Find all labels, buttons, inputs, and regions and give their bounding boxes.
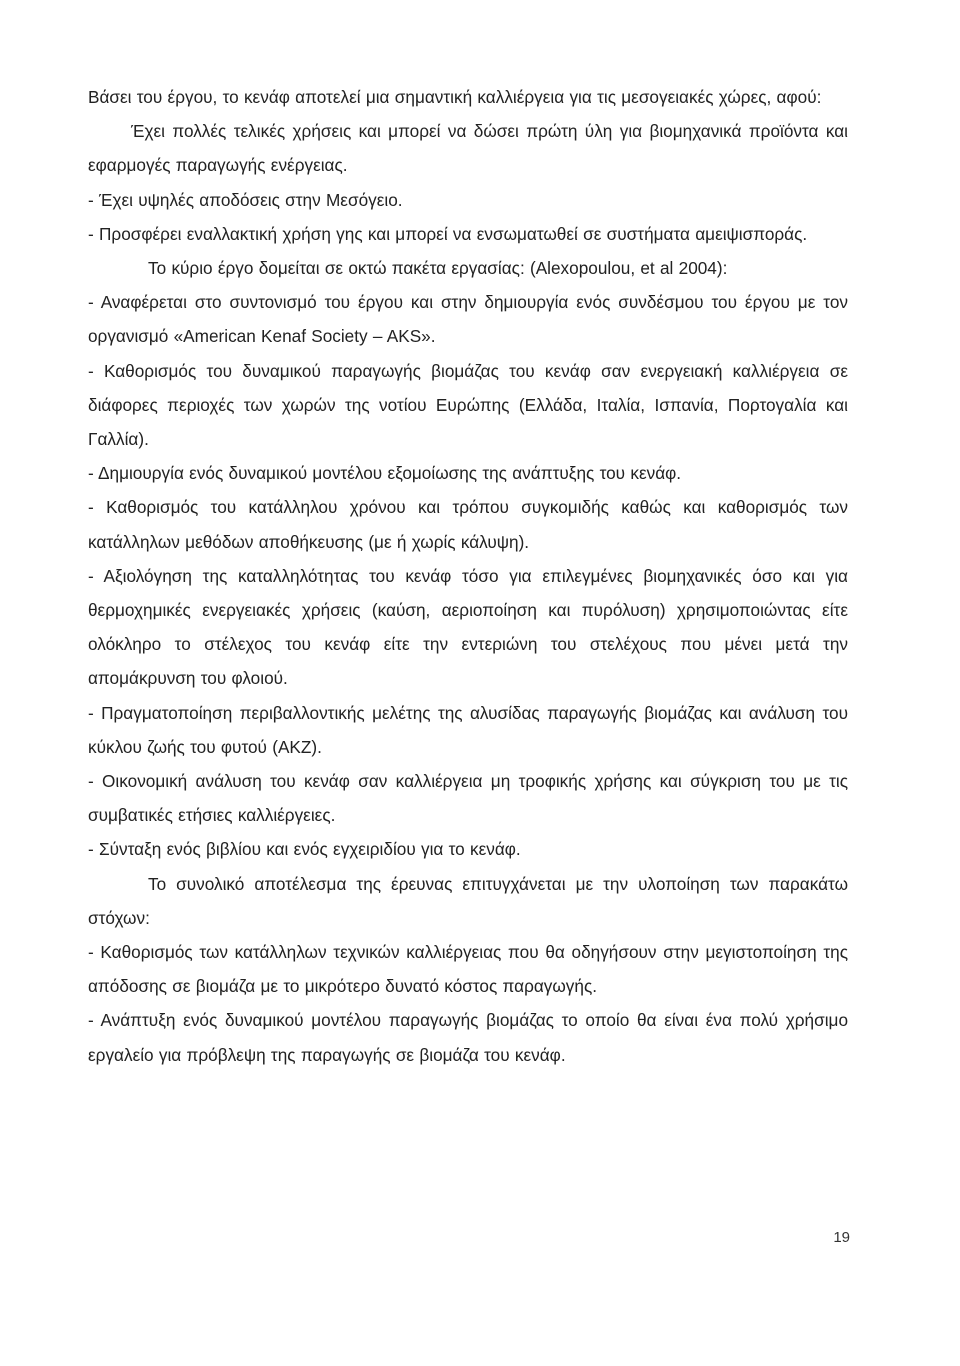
list-item: - Πραγματοποίηση περιβαλλοντικής μελέτης της αλυσίδας παραγωγής βιομάζας και ανάλυση του κύκλου ζωής του φυτού (ΑΚΖ). — [88, 702, 848, 757]
list-item: - Καθορισμός των κατάλληλων τεχνικών καλλιέργειας που θα οδηγήσουν στην μεγιστοποίηση της απόδοσης σε βιομάζα με το μικρότερο δυνατό κόστος παραγωγής. — [88, 942, 848, 997]
paragraph-intro: Βάσει του έργου, το κενάφ αποτελεί μια σημαντική καλλιέργεια για τις μεσογειακές χώρες, αφού: — [88, 87, 822, 107]
list-item: - Προσφέρει εναλλακτική χρήση γης και μπορεί να ενσωματωθεί σε συστήματα αμειψισποράς. — [88, 223, 808, 244]
list-item: - Καθορισμός του δυναμικού παραγωγής βιομάζας του κενάφ σαν ενεργειακή καλλιέργεια σε διάφορες περιοχές των χωρών της νοτίου Ευρώπης (Ελλάδα, Ιταλία, Ισπανία, Πορτογαλία και Γαλλία). — [88, 360, 848, 450]
list-item: - Έχει υψηλές αποδόσεις στην Μεσόγειο. — [88, 189, 403, 210]
list-item: - Αξιολόγηση της καταλληλότητας του κενάφ τόσο για επιλεγμένες βιομηχανικές όσο και για θερμοχημικές ενεργειακές χρήσεις (καύση, αεριοποίηση και πυρόλυση) χρησιμοποιώντας είτε ολόκληρο το στέλεχος του κενάφ είτε την εντεριώνη του στελέχους που μένει μετά την απομάκρυνση του φλοιού. — [88, 565, 848, 689]
paragraph-work-packages: Το κύριο έργο δομείται σε οκτώ πακέτα εργασίας: (Alexopoulou, et al 2004): — [148, 258, 728, 279]
list-item: - Οικονομική ανάλυση του κενάφ σαν καλλιέργεια μη τροφικής χρήσης και σύγκριση του με τις συμβατικές ετήσιες καλλιέργειες. — [88, 771, 848, 826]
page-number: 19 — [833, 1229, 850, 1246]
paragraph-end-uses: Έχει πολλές τελικές χρήσεις και μπορεί να δώσει πρώτη ύλη για βιομηχανικά προϊόντα και εφαρμογές παραγωγής ενέργειας. — [88, 121, 848, 176]
list-item: - Δημιουργία ενός δυναμικού μοντέλου εξομοίωσης της ανάπτυξης του κενάφ. — [88, 463, 682, 484]
list-item: - Σύνταξη ενός βιβλίου και ενός εγχειριδίου για το κενάφ. — [88, 839, 521, 860]
document-body — [88, 80, 848, 1072]
list-item: - Αναφέρεται στο συντονισμό του έργου και στην δημιουργία ενός συνδέσμου του έργου με τον οργανισμό «American Kenaf Society – AKS». — [88, 292, 848, 347]
paragraph-overall-result: Το συνολικό αποτέλεσμα της έρευνας επιτυγχάνεται με την υλοποίηση των παρακάτω στόχων: — [88, 873, 848, 928]
list-item: - Ανάπτυξη ενός δυναμικού μοντέλου παραγωγής βιομάζας το οποίο θα είναι ένα πολύ χρήσιμο εργαλείο για πρόβλεψη της παραγωγής σε βιομάζα του κενάφ. — [88, 1010, 848, 1065]
list-item: - Καθορισμός του κατάλληλου χρόνου και τρόπου συγκομιδής καθώς και καθορισμός των κατάλληλων μεθόδων αποθήκευσης (με ή χωρίς κάλυψη). — [88, 497, 848, 552]
